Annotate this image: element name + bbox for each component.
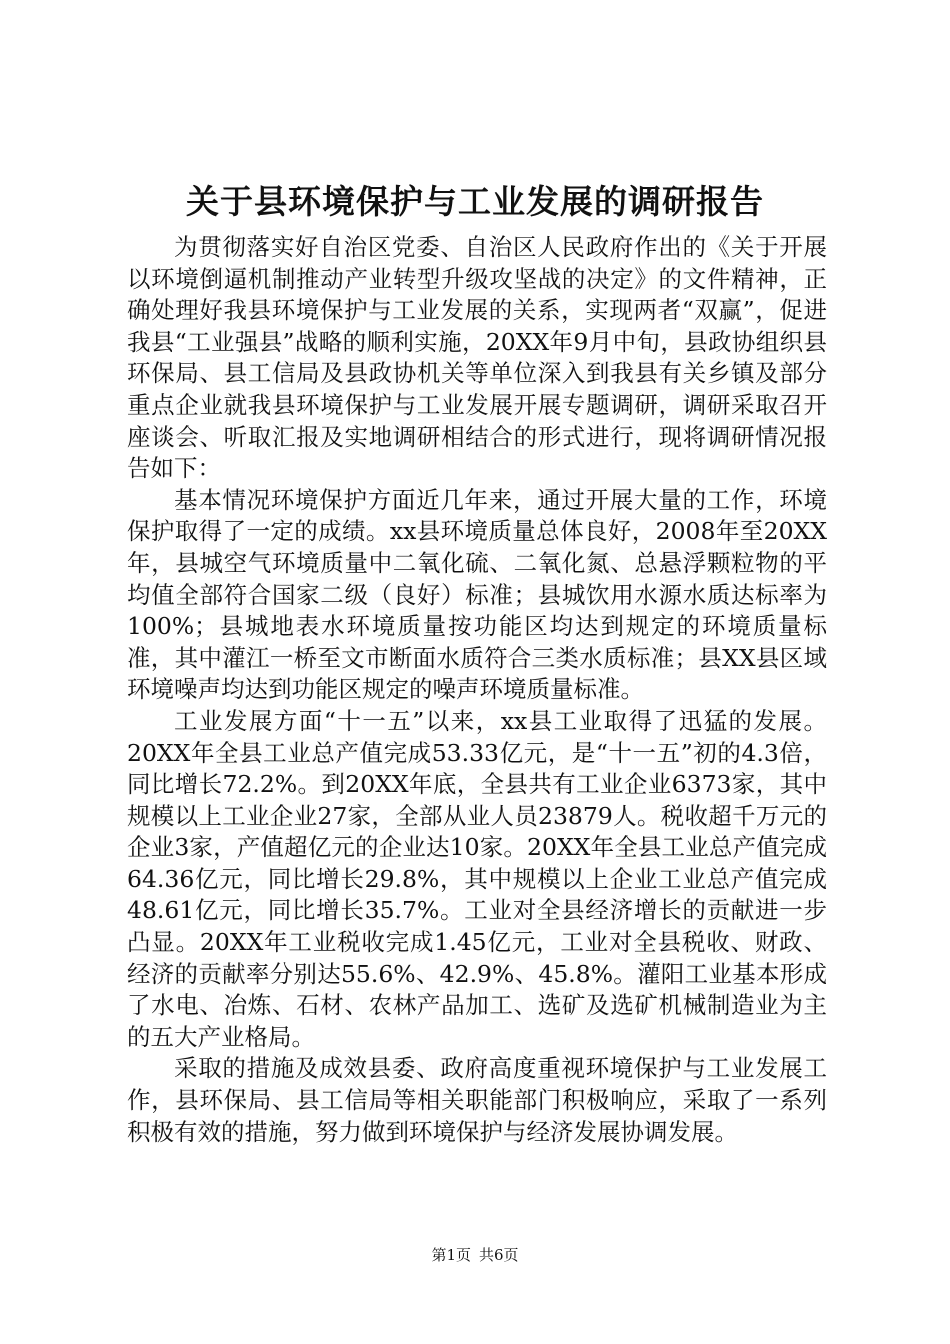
paragraph-intro: 为贯彻落实好自治区党委、自治区人民政府作出的《关于开展以环境倒逼机制推动产业转型升级攻坚战的决定》的文件精神，正确处理好我县环境保护与工业发展的关系，实现两者“双赢”，促进我县“工业强县”战略的顺利实施，20XX年9月中旬，县政协组织县环保局、县工信局及县政协机关等单位深入到我县有关乡镇及部分重点企业就我县环境保护与工业发展开展专题调研，调研采取召开座谈会、听取汇报及实地调研相结合的形式进行，现将调研情况报告如下： [127,233,827,483]
page-footer [0,1245,950,1265]
page-number: 第1页 [431,1246,471,1264]
document-title: 关于县环境保护与工业发展的调研报告 [186,182,764,221]
page-total: 共6页 [479,1246,519,1264]
paragraph-environment: 基本情况环境保护方面近几年来，通过开展大量的工作，环境保护取得了一定的成绩。xx县环境质量总体良好，2008年至20XX年，县城空气环境质量中二氧化硫、二氧化氮、总悬浮颗粒物的平均值全部符合国家二级（良好）标准；县城饮用水源水质达标率为100%；县城地表水环境质量按功能区均达到规定的环境质量标准，其中灌江一桥至文市断面水质符合三类水质标准；县XX县区域环境噪声均达到功能区规定的噪声环境质量标准。 [127,485,827,704]
paragraph-measures: 采取的措施及成效县委、政府高度重视环境保护与工业发展工作，县环保局、县工信局等相关职能部门积极响应，采取了一系列积极有效的措施，努力做到环境保护与经济发展协调发展。 [127,1054,827,1146]
paragraph-industry: 工业发展方面“十一五”以来，xx县工业取得了迅猛的发展。20XX年全县工业总产值完成53.33亿元，是“十一五”初的4.3倍，同比增长72.2%。到20XX年底，全县共有工业企业6373家，其中规模以上工业企业27家，全部从业人员23879人。税收超千万元的企业3家，产值超亿元的企业达10家。20XX年全县工业总产值完成64.36亿元，同比增长29.8%，其中规模以上企业工业总产值完成48.61亿元，同比增长35.7%。工业对全县经济增长的贡献进一步凸显。20XX年工业税收完成1.45亿元，工业对全县税收、财政、经济的贡献率分别达55.6%、42.9%、45.8%。灌阳工业基本形成了水电、冶炼、石材、农林产品加工、选矿及选矿机械制造业为主的五大产业格局。 [127,706,827,1051]
document-body [127,232,827,1148]
